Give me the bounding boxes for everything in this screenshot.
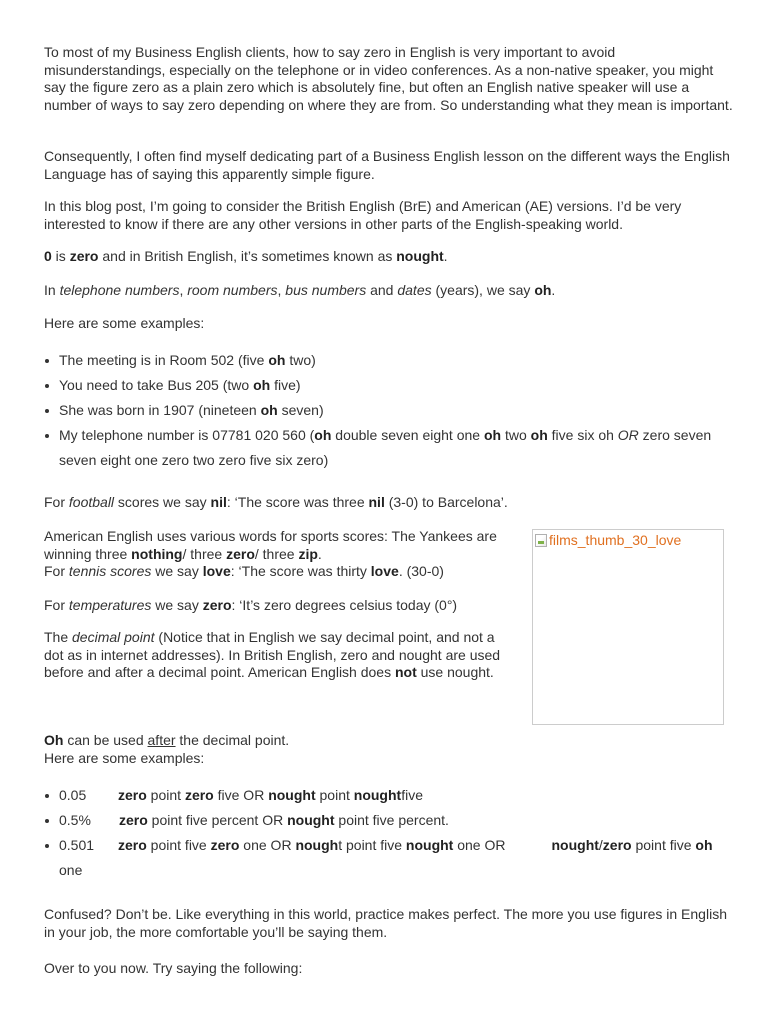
text-run: point five (146, 837, 211, 853)
text-run: and in British English, it’s sometimes known as (98, 248, 397, 264)
bold-text: nought (396, 248, 444, 264)
bold-text: zero (184, 787, 214, 803)
text-run: / three (254, 545, 299, 562)
sports-scores-paragraph (44, 528, 514, 581)
italic-text: tennis scores (68, 563, 152, 580)
text-run: point five percent. (334, 812, 449, 828)
italic-text: temperatures (68, 597, 152, 613)
broken-image-icon (535, 534, 547, 547)
bold-text: zero (118, 837, 147, 853)
temperatures-paragraph (44, 597, 514, 615)
oh-usage-paragraph (44, 282, 734, 300)
blog-post-paragraph: In this blog post, I’m going to consider the British English (BrE) and American (AE) versions. I’d be very interested to know if there are any other versions in other parts of the English-speaking world. (44, 198, 682, 232)
image-placeholder (535, 532, 681, 548)
text-run: use nought. (416, 664, 494, 681)
text-run: seven) (277, 402, 324, 418)
text-run: and (366, 282, 398, 298)
text-run: one OR (453, 837, 506, 853)
bold-text: love (370, 563, 399, 580)
text-run: . (443, 248, 448, 264)
list-item (44, 423, 734, 473)
text-run: we say (151, 563, 203, 580)
italic-text: OR (617, 427, 639, 443)
text-run: one OR (239, 837, 296, 853)
text-run: . (551, 282, 556, 298)
bold-text: oh (534, 282, 552, 298)
bold-text: oh (695, 837, 713, 853)
text-run: two (501, 427, 531, 443)
bold-text: oh (314, 427, 332, 443)
bold-text: nought (268, 787, 316, 803)
list-item (44, 398, 734, 423)
text-run: For (44, 563, 69, 580)
list-item (44, 783, 734, 808)
text-run: The meeting is in Room 502 (five (59, 352, 269, 368)
text-run: (years), we say (431, 282, 535, 298)
bold-text: nil (210, 494, 227, 510)
text-run: : ‘It’s zero degrees celsius today (0°) (231, 597, 458, 613)
bold-text: not (394, 664, 417, 681)
text-run: double seven eight one (331, 427, 484, 443)
consequently-paragraph: Consequently, I often find myself dedicating part of a Business English lesson on the different ways the English Language has of saying this apparently simple figure. (44, 148, 730, 182)
number-value: 0.501 (59, 837, 95, 853)
bold-text: zero (69, 248, 99, 264)
bold-text: nil (368, 494, 385, 510)
text-run: point five (631, 837, 696, 853)
number-value: 0.5% (59, 812, 91, 828)
bold-text: love (202, 563, 231, 580)
text-run: one (59, 862, 83, 878)
text-run: . (30-0) (398, 563, 444, 580)
text-run: we say (151, 597, 203, 613)
bold-text: oh (260, 402, 278, 418)
text-run: American English uses various words for sports scores: The Yankees are winning three (44, 528, 497, 562)
confused-paragraph: Confused? Don’t be. Like everything in this world, practice makes perfect. The more you use figures in English in your job, the more comfortable you’ll be saying them. (44, 906, 727, 940)
zero-definition-paragraph (44, 248, 734, 266)
text-run: point (315, 787, 354, 803)
text-run: , (277, 282, 286, 298)
bold-text: zero (210, 837, 240, 853)
bold-text: nought (287, 812, 335, 828)
text-run: scores we say (114, 494, 211, 510)
text-run: can be used (63, 732, 148, 748)
text-run: (3-0) to Barcelona’. (384, 494, 508, 510)
italic-text: football (68, 494, 115, 510)
intro-paragraph: To most of my Business English clients, how to say zero in English is very important to avoid misunderstandings, especially on the telephone or in video conferences. As a non-native speaker, you might say the figure zero as a plain zero which is absolutely fine, but often an English native speaker will use a number of ways to say zero depending on where they are from. So understanding what they mean is important. (44, 44, 733, 113)
image-alt-text: films_thumb_30_love (549, 532, 682, 548)
italic-text: telephone numbers (59, 282, 180, 298)
bold-text: oh (253, 377, 271, 393)
oh-examples-list (44, 348, 734, 473)
text-run: You need to take Bus 205 (two (59, 377, 254, 393)
decimal-point-paragraph (44, 629, 514, 682)
bold-text: nought (353, 787, 402, 803)
bold-text: 0 (44, 248, 52, 264)
text-run: My telephone number is 07781 020 560 ( (59, 427, 315, 443)
text-run: five) (270, 377, 301, 393)
list-item (44, 833, 734, 883)
text-run: point (146, 787, 185, 803)
bold-text: zero (602, 837, 632, 853)
football-paragraph (44, 494, 734, 512)
bold-text: zip (298, 545, 318, 562)
italic-text: room numbers (187, 282, 278, 298)
text-run: / (598, 837, 603, 853)
text-run: two) (285, 352, 316, 368)
over-to-you-paragraph: Over to you now. Try saying the following: (44, 960, 303, 976)
text-run: is (51, 248, 70, 264)
text-run: : ‘The score was three (226, 494, 369, 510)
bold-text: nought (551, 837, 599, 853)
bold-text: zero (226, 545, 255, 562)
bold-text: oh (530, 427, 548, 443)
text-run: / three (182, 545, 227, 562)
text-run: , (179, 282, 188, 298)
text-run: : ‘The score was thirty (230, 563, 371, 580)
text-run: t point five (338, 837, 406, 853)
bold-text: nough (295, 837, 339, 853)
text-run: zero seven seven eight one zero two zero five six zero) (59, 427, 712, 468)
text-run: The (44, 629, 73, 645)
bold-text: zero (118, 787, 147, 803)
text-run: For (44, 597, 69, 613)
bold-text: nought (405, 837, 454, 853)
text-run: Here are some examples: (44, 749, 205, 766)
number-value: 0.05 (59, 787, 87, 803)
bold-text: oh (268, 352, 286, 368)
bold-text: Oh (44, 732, 64, 748)
underlined-text: after (147, 732, 176, 748)
bold-text: oh (483, 427, 502, 443)
text-run: five six oh (547, 427, 618, 443)
italic-text: dates (397, 282, 432, 298)
italic-text: bus numbers (285, 282, 367, 298)
films-thumb-image[interactable] (532, 529, 724, 725)
text-run: five (401, 787, 423, 803)
text-run: (Notice that in English we say decimal point, and not a dot as in internet addresses). In British English, zero and nought are used before and after a decimal point. American English does (44, 629, 501, 681)
text-run: the decimal point. (175, 732, 290, 748)
text-run: . (317, 545, 322, 562)
list-item (44, 348, 734, 373)
list-item (44, 373, 734, 398)
text-run: For (44, 494, 69, 510)
list-item (44, 808, 734, 833)
bold-text: zero (202, 597, 232, 613)
decimal-examples-list (44, 783, 734, 883)
bold-text: nothing (131, 545, 183, 562)
bold-text: zero (119, 812, 148, 828)
text-run: In (44, 282, 60, 298)
text-run: She was born in 1907 (nineteen (59, 402, 261, 418)
text-run: five OR (213, 787, 269, 803)
text-run: point five percent OR (147, 812, 288, 828)
italic-text: decimal point (72, 629, 155, 645)
examples-intro: Here are some examples: (44, 315, 205, 331)
oh-after-decimal-paragraph (44, 732, 734, 767)
